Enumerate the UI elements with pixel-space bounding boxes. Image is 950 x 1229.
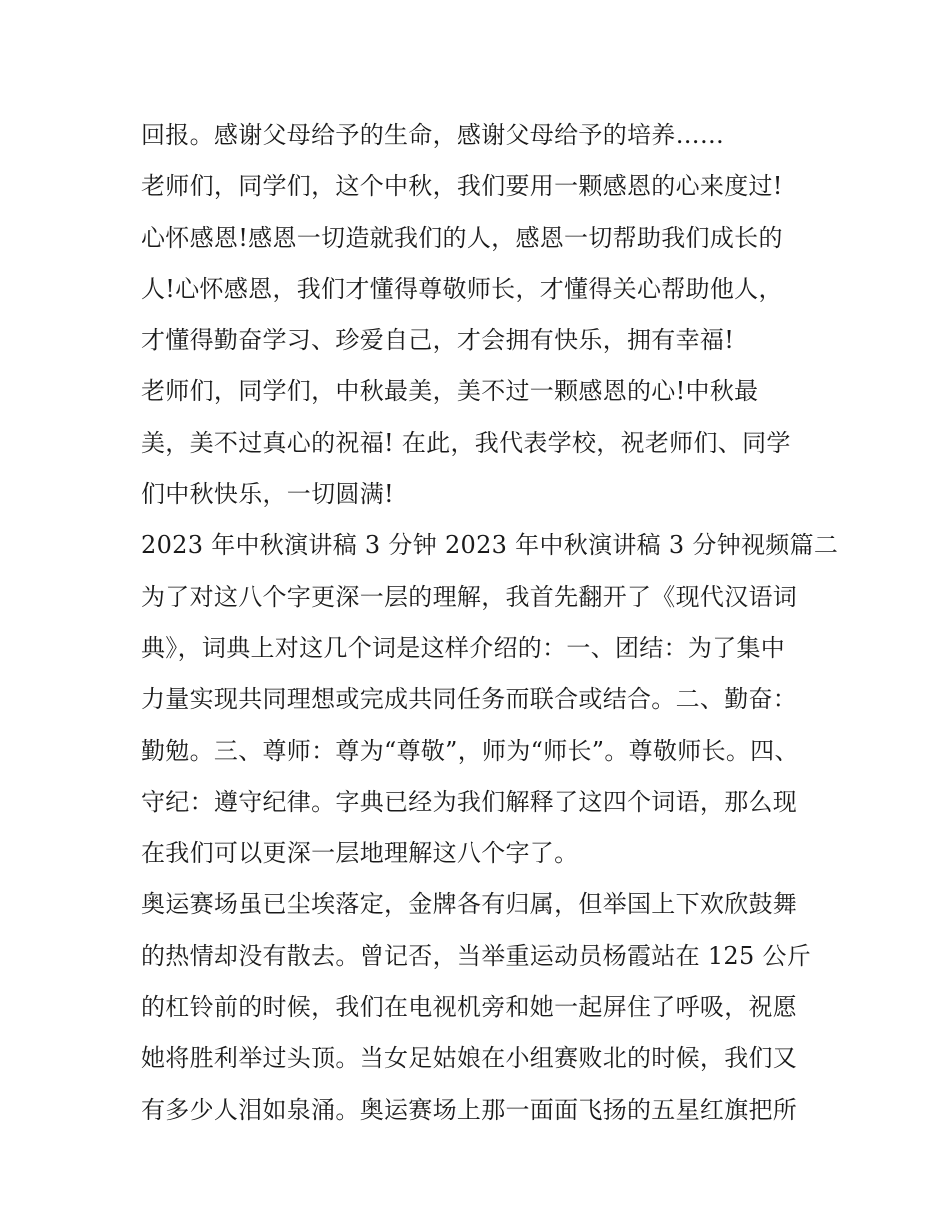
- text-line: 心怀感恩!感恩一切造就我们的人，感恩一切帮助我们成长的: [141, 223, 783, 252]
- text-line: 回报。感谢父母给予的生命，感谢父母给予的培养……: [141, 121, 725, 149]
- text-line: 老师们，同学们，中秋最美，美不过一颗感恩的心!中秋最: [141, 377, 759, 406]
- text-line: 她将胜利举过头顶。当女足姑娘在小组赛败北的时候，我们又: [141, 1044, 798, 1073]
- text-line: 勤勉。三、尊师：尊为“尊敬”，师为“师长”。尊敬师长。四、: [141, 736, 799, 765]
- text-line: 美，美不过真心的祝福! 在此，我代表学校，祝老师们、同学: [141, 428, 791, 457]
- text-line: 守纪：遵守纪律。字典已经为我们解释了这四个词语，那么现: [141, 787, 798, 816]
- text-line: 的热情却没有散去。曾记否，当举重运动员杨霞站在 125 公斤: [141, 941, 812, 970]
- text-line: 人!心怀感恩，我们才懂得尊敬师长，才懂得关心帮助他人，: [141, 274, 783, 303]
- text-line: 奥运赛场虽已尘埃落定，金牌各有归属，但举国上下欢欣鼓舞: [141, 890, 798, 919]
- document-body: [141, 110, 839, 1136]
- text-line: 典》，词典上对这几个词是这样介绍的：一、团结：为了集中: [141, 633, 786, 662]
- text-line: 老师们，同学们，这个中秋，我们要用一颗感恩的心来度过!: [141, 172, 783, 201]
- text-line: 们中秋快乐，一切圆满!: [141, 480, 394, 509]
- text-line: 力量实现共同理想或完成共同任务而联合或结合。二、勤奋：: [141, 685, 798, 714]
- text-line: 为了对这八个字更深一层的理解，我首先翻开了《现代汉语词: [141, 582, 798, 611]
- text-line: 才懂得勤奋学习、珍爱自己，才会拥有快乐，拥有幸福!: [141, 326, 735, 355]
- text-line: 在我们可以更深一层地理解这八个字了。: [141, 839, 579, 868]
- text-line: 的杠铃前的时候，我们在电视机旁和她一起屏住了呼吸，祝愿: [141, 993, 798, 1022]
- text-line: 有多少人泪如泉涌。奥运赛场上那一面面飞扬的五星红旗把所: [141, 1095, 798, 1124]
- section-heading: 2023 年中秋演讲稿 3 分钟 2023 年中秋演讲稿 3 分钟视频篇二: [141, 531, 839, 560]
